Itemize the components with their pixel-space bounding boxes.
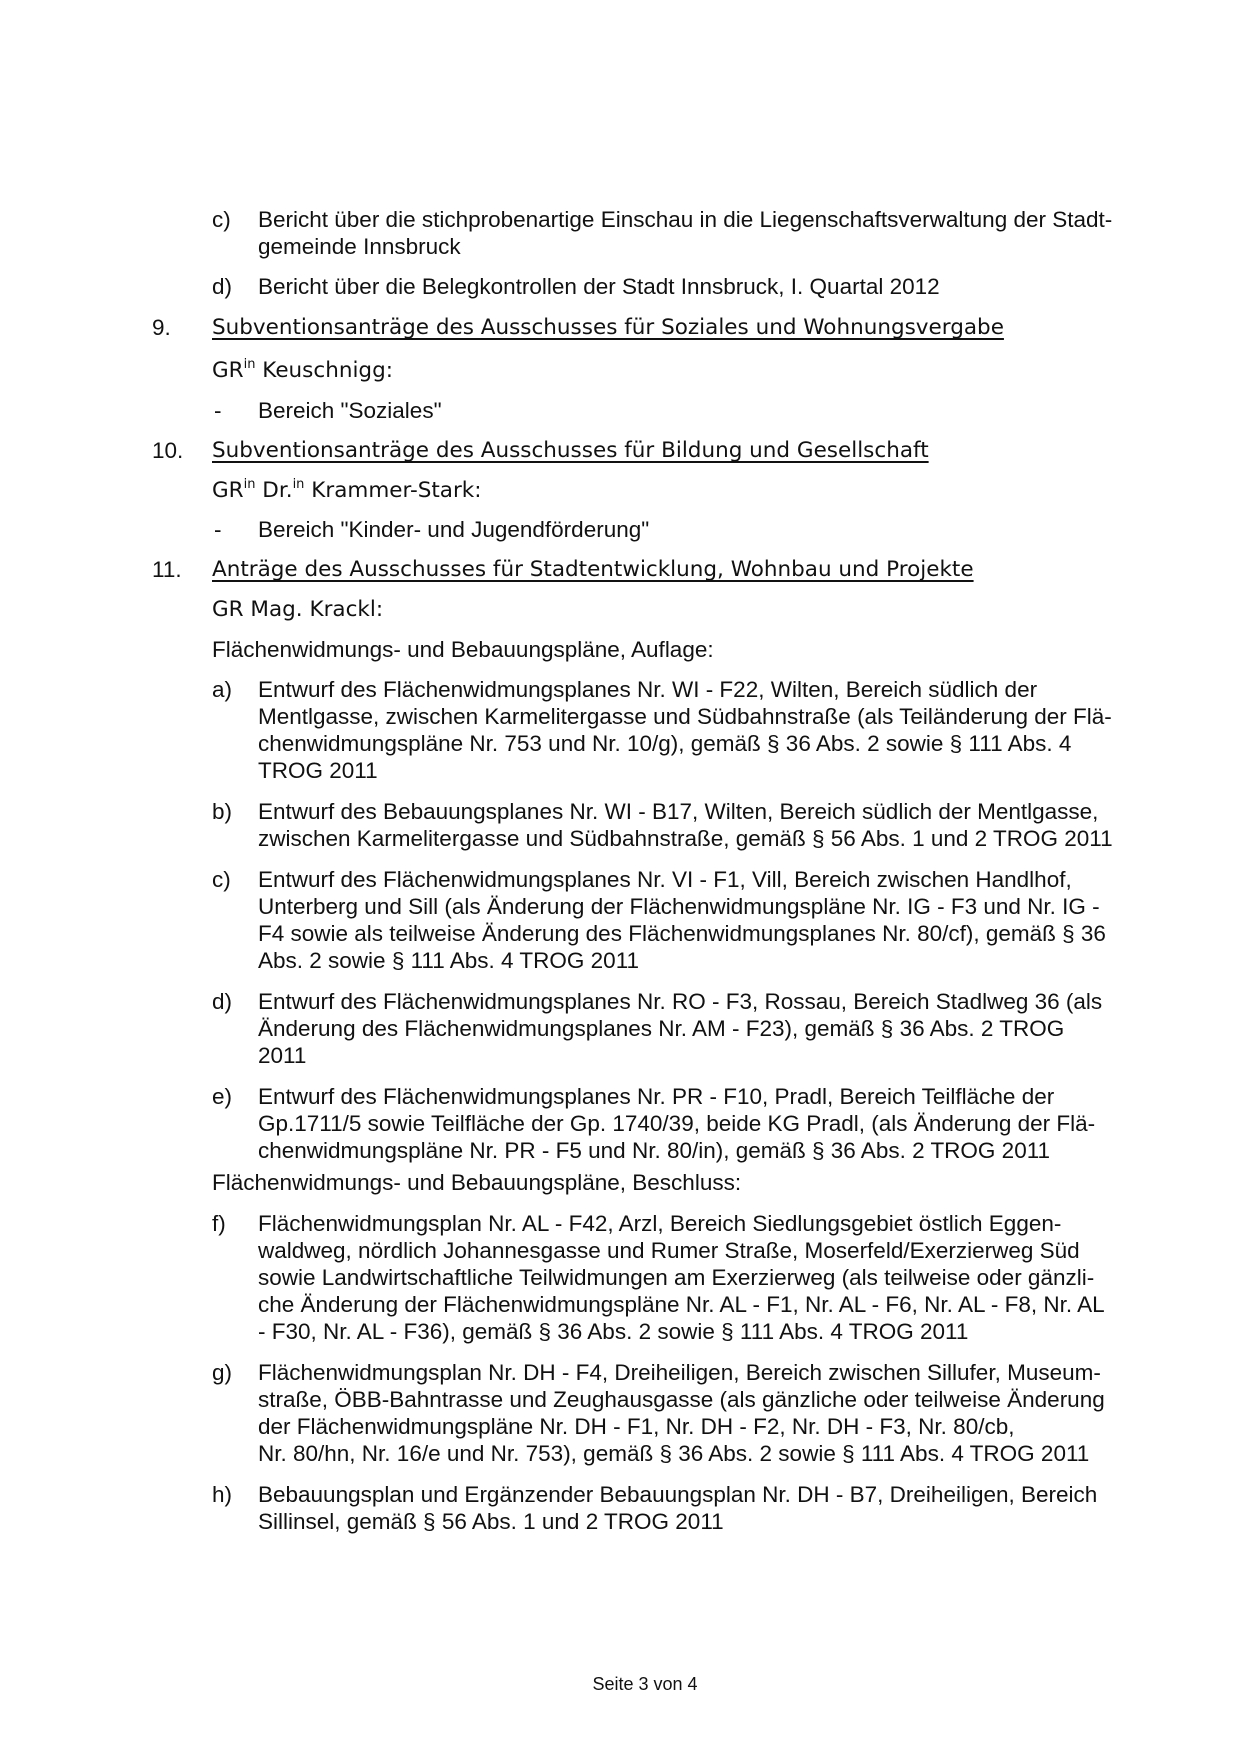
item-e-marker: e) <box>212 1084 233 1109</box>
item-c2-marker: c) <box>212 867 231 892</box>
group-1-label: Flächenwidmungs- und Bebauungspläne, Auflage: <box>212 637 714 662</box>
section-9-speaker: $GR^{in}$ Keuschnigg: <box>212 357 393 383</box>
item-a-marker: a) <box>212 677 233 702</box>
item-g-marker: g) <box>212 1360 233 1385</box>
section-11-speaker: GR Mag. Krackl: <box>212 597 384 622</box>
item-h-marker: h) <box>212 1482 233 1507</box>
section-9-item: Bereich "Soziales" <box>258 398 442 423</box>
item-b-marker: b) <box>212 799 233 824</box>
page-footer: Seite 3 von 4 <box>592 1674 698 1694</box>
section-10-number: 10. <box>152 438 184 463</box>
section-9-number: 9. <box>152 315 171 340</box>
item-a-text: Entwurf des Flächenwidmungsplanes Nr. WI - F22, Wilten, Bereich südlich der Mentlgasse, zwischen Karmelitergasse und Südbahnstraße (als Teiländerung der Flä- chenwidmungspläne Nr. 753 und Nr. 10/g), gemäß § 36 Abs. 2 sowie § 111 Abs. 4 TROG 2011 <box>258 677 1112 783</box>
item-d2-text: Entwurf des Flächenwidmungsplanes Nr. RO - F3, Rossau, Bereich Stadlweg 36 (als Änderung des Flächenwidmungsplanes Nr. AM - F23), gemäß § 36 Abs. 2 TROG 2011 <box>258 989 1103 1068</box>
item-d-marker: d) <box>212 274 233 299</box>
item-c-marker: c) <box>212 207 231 232</box>
item-e-text: Entwurf des Flächenwidmungsplanes Nr. PR - F10, Pradl, Bereich Teilfläche der Gp.1711/5 sowie Teilfläche der Gp. 1740/39, beide KG Pradl, (als Änderung der Flä- chenwidmungspläne Nr. PR - F5 und Nr. 80/in), gemäß § 36 Abs. 2 TROG 2011 <box>258 1084 1096 1163</box>
item-d2-marker: d) <box>212 989 233 1014</box>
item-c-text: Bericht über die stichprobenartige Einschau in die Liegenschaftsverwaltung der Stadt- gemeinde Innsbruck <box>258 207 1113 259</box>
item-g-text: Flächenwidmungsplan Nr. DH - F4, Dreiheiligen, Bereich zwischen Sillufer, Museum- straße, ÖBB-Bahntrasse und Zeughausgasse (als gänzliche oder teilweise Änderung der Flächenwidmungspläne Nr. DH - F1, Nr. DH - F2, Nr. DH - F3, Nr. 80/cb, Nr. 80/hn, Nr. 16/e und Nr. 753), gemäß § 36 Abs. 2 sowie § 111 Abs. 4 TROG 2011 <box>258 1360 1105 1466</box>
section-9-heading: Subventionsanträge des Ausschusses für Soziales und Wohnungsvergabe <box>212 315 1004 340</box>
item-h-text: Bebauungsplan und Ergänzender Bebauungsplan Nr. DH - B7, Dreiheiligen, Bereich Sillinsel, gemäß § 56 Abs. 1 und 2 TROG 2011 <box>258 1482 1098 1534</box>
section-11-heading: Anträge des Ausschusses für Stadtentwicklung, Wohnbau und Projekte <box>212 557 974 582</box>
section-11-number: 11. <box>152 557 182 582</box>
group-2-label: Flächenwidmungs- und Bebauungspläne, Beschluss: <box>212 1170 742 1195</box>
item-d-text: Bericht über die Belegkontrollen der Stadt Innsbruck, I. Quartal 2012 <box>258 274 940 299</box>
section-10-heading: Subventionsanträge des Ausschusses für Bildung und Gesellschaft <box>212 438 929 463</box>
item-f-marker: f) <box>212 1211 226 1236</box>
item-b-text: Entwurf des Bebauungsplanes Nr. WI - B17, Wilten, Bereich südlich der Mentlgasse, zwischen Karmelitergasse und Südbahnstraße, gemäß § 56 Abs. 1 und 2 TROG 2011 <box>258 799 1113 851</box>
section-10-speaker: $GR^{in}$ Dr.$^{in}$ Krammer-Stark: <box>212 477 482 503</box>
item-f-text: Flächenwidmungsplan Nr. AL - F42, Arzl, Bereich Siedlungsgebiet östlich Eggen- waldweg, nördlich Johannesgasse und Rumer Straße, Moserfeld/Exerzierweg Süd sowie Landwirtschaftliche Teilwidmungen am Exerzierweg (als teilweise oder gänzli- che Änderung der Flächenwidmungspläne Nr. AL - F1, Nr. AL - F6, Nr. AL - F8, Nr. AL - F30, Nr. AL - F36), gemäß § 36 Abs. 2 sowie § 111 Abs. 4 TROG 2011 <box>258 1211 1105 1344</box>
section-10-bullet: - <box>214 517 222 542</box>
section-10-item: Bereich "Kinder- und Jugendförderung" <box>258 517 650 542</box>
section-9-bullet: - <box>214 398 222 423</box>
item-c2-text: Entwurf des Flächenwidmungsplanes Nr. VI - F1, Vill, Bereich zwischen Handlhof, Unterberg und Sill (als Änderung der Flächenwidmungspläne Nr. IG - F3 und Nr. IG - F4 sowie als teilweise Änderung des Flächenwidmungsplanes Nr. 80/cf), gemäß § 36 Abs. 2 sowie § 111 Abs. 4 TROG 2011 <box>258 867 1106 973</box>
